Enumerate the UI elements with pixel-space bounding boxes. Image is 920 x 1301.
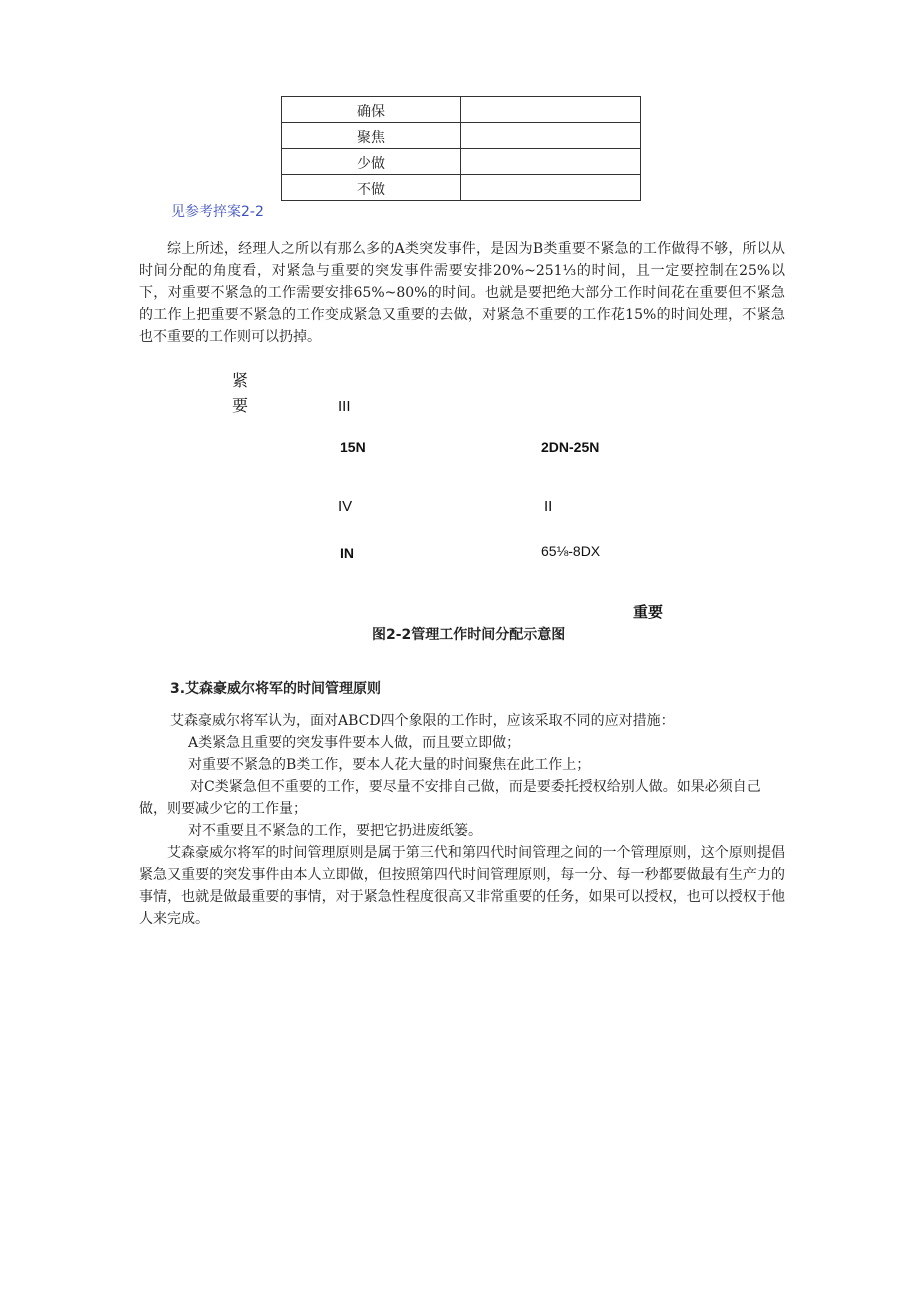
table-row — [282, 123, 641, 149]
important-axis-label: 重要 — [633, 603, 664, 621]
quadrant-4-value: IN — [340, 545, 354, 561]
urgent-axis-label-2: 要 — [232, 396, 249, 415]
summary-paragraph: 综上所述，经理人之所以有那么多的A类突发事件，是因为B类重要不紧急的工作做得不够，所以从时间分配的角度看，对紧急与重要的突发事件需要安排20%~251⅓的时间，且一定要控制在25%以下，对重要不紧急的工作需要安排65%~80%的时间。也就是要把绝大部分工作时间花在重要但不紧急的工作上把重要不紧急的工作变成紧急又重要的去做，对紧急不重要的工作花15%的时间处理，不紧急也不重要的工作则可以扔掉。 — [139, 241, 785, 345]
table-row — [282, 175, 641, 201]
table-cell-value — [461, 97, 641, 123]
table-cell-value — [461, 123, 641, 149]
table-cell-value — [461, 175, 641, 201]
quadrant-3-value: 15N — [340, 439, 366, 455]
principle-item-c-line-1: 对C类紧急但不重要的工作，要尽量不安排自己做，而是要委托授权给别人做。如果必须自己 — [190, 779, 761, 795]
table-cell-label: 不做 — [282, 175, 461, 201]
table-cell-value — [461, 149, 641, 175]
strategy-table — [281, 96, 641, 201]
table-cell-label: 少做 — [282, 149, 461, 175]
quadrant-4-roman: IV — [338, 498, 353, 515]
quadrant-2-value: 65⅛-8DX — [541, 543, 601, 559]
table-cell-label: 确保 — [282, 97, 461, 123]
table-cell-label: 聚焦 — [282, 123, 461, 149]
quadrant-1-value: 2DN-25N — [541, 439, 600, 455]
principle-item-d: 对不重要且不紧急的工作，要把它扔进废纸篓。 — [188, 823, 482, 839]
table-row — [282, 149, 641, 175]
principles-intro: 艾森豪威尔将军认为，面对ABCD四个象限的工作时，应该采取不同的应对措施： — [170, 713, 675, 729]
quadrant-2-roman: II — [544, 498, 553, 515]
quadrant-3-roman: III — [338, 398, 351, 415]
reference-link[interactable]: 见参考捽案2-2 — [171, 204, 264, 220]
table-row — [282, 97, 641, 123]
figure-caption: 图2-2管理工作时间分配示意图 — [372, 627, 566, 643]
section-heading: 3.艾森豪威尔将军的时间管理原则 — [170, 681, 382, 697]
principle-item-b: 对重要不紧急的B类工作，要本人花大量的时间聚焦在此工作上； — [188, 757, 591, 773]
closing-paragraph: 艾森豪威尔将军的时间管理原则是属于第三代和第四代时间管理之间的一个管理原则，这个原则提倡紧急又重要的突发事件由本人立即做，但按照第四代时间管理原则，每一分、每一秒都要做最有生产力的事情，也就是做最重要的事情，对于紧急性程度很高又非常重要的任务，如果可以授权，也可以授权于他人来完成。 — [139, 845, 785, 927]
principle-item-a: A类紧急且重要的突发事件要本人做，而且要立即做； — [188, 735, 521, 751]
urgent-axis-label-1: 紧 — [232, 371, 249, 390]
principle-item-c-line-2: 做，则要减少它的工作量； — [139, 801, 307, 817]
